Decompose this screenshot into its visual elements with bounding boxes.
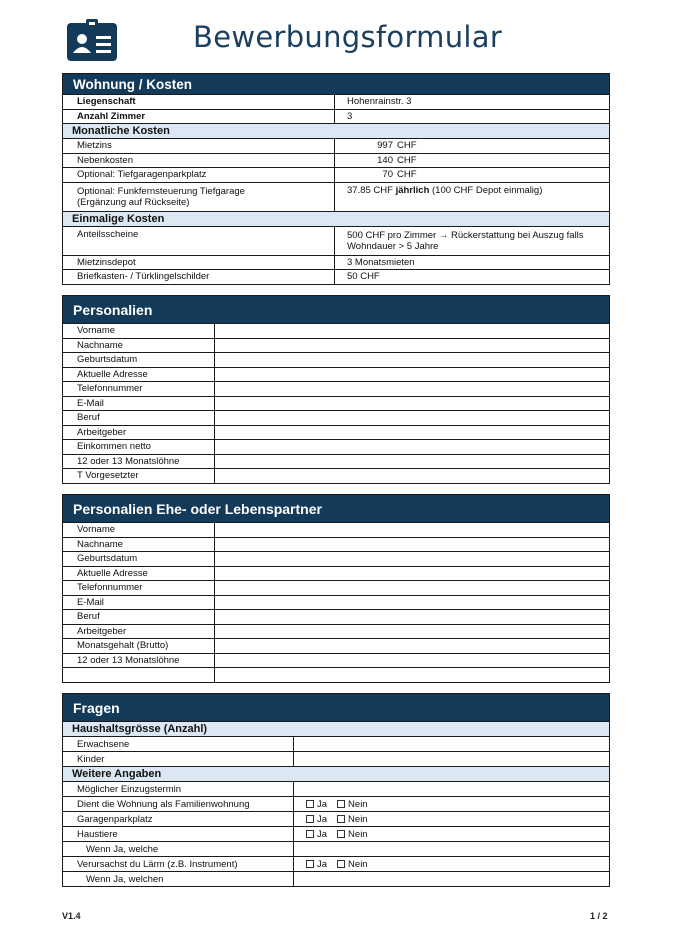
laerm-nein[interactable]: [337, 859, 368, 870]
familie-options: [294, 797, 609, 811]
subheading-einmalig: Einmalige Kosten: [63, 211, 609, 226]
subheading-haushalt: Haushaltsgrösse (Anzahl): [63, 721, 609, 736]
field-label: Telefonnummer: [63, 382, 215, 396]
haustiere-options: [294, 827, 609, 841]
nein-label: Nein: [348, 798, 368, 810]
form-row: [63, 566, 609, 581]
field-input[interactable]: [215, 339, 609, 353]
field-label: Vorname: [63, 523, 215, 537]
row-zimmer: [63, 109, 609, 124]
section-personalien: [62, 295, 610, 484]
laerm-ja[interactable]: [306, 859, 327, 870]
tiefgarage-amount: 70: [382, 169, 393, 181]
ja-label: Ja: [317, 798, 328, 810]
depot-value: 3 Monatsmieten: [347, 256, 415, 268]
subheading-monatlich: Monatliche Kosten: [63, 123, 609, 138]
checkbox-icon[interactable]: [337, 860, 345, 868]
row-einzug: [63, 781, 609, 796]
row-laerm: [63, 856, 609, 871]
familie-nein[interactable]: [337, 799, 368, 810]
form-row: [63, 609, 609, 624]
field-label: Geburtsdatum: [63, 353, 215, 367]
row-nebenkosten: [63, 153, 609, 168]
brief-label: Briefkasten- / Türklingelschilder: [63, 270, 335, 284]
mietzins-value: [335, 139, 609, 153]
garage-label: Garagenparkplatz: [63, 812, 294, 826]
field-input[interactable]: [215, 426, 609, 440]
field-input[interactable]: [215, 324, 609, 338]
form-row: [63, 410, 609, 425]
row-liegenschaft: [63, 94, 609, 109]
field-label: Telefonnummer: [63, 581, 215, 595]
field-input[interactable]: [215, 411, 609, 425]
mietzins-amount: 997: [377, 140, 393, 152]
form-row: [63, 352, 609, 367]
brief-value: 50 CHF: [347, 271, 380, 283]
funk-value: [335, 183, 609, 211]
liegenschaft-value: Hohenrainstr. 3: [347, 96, 412, 108]
section-heading: Personalien: [63, 296, 609, 323]
form-row: [63, 551, 609, 566]
form-row: [63, 667, 609, 682]
laerm-welche-label: Wenn Ja, welchen: [63, 872, 294, 886]
field-label: Aktuelle Adresse: [63, 368, 215, 382]
checkbox-icon[interactable]: [337, 800, 345, 808]
id-badge-icon: [67, 19, 117, 61]
row-haustiere-welche: [63, 841, 609, 856]
funk-label-line2: (Ergänzung auf Rückseite): [77, 196, 190, 208]
field-input[interactable]: [215, 639, 609, 653]
field-label: 12 oder 13 Monatslöhne: [63, 455, 215, 469]
nein-label: Nein: [348, 858, 368, 870]
haustiere-nein[interactable]: [337, 829, 368, 840]
row-briefkasten: [63, 269, 609, 284]
form-row: [63, 425, 609, 440]
field-input[interactable]: [215, 469, 609, 483]
liegenschaft-label: Liegenschaft: [63, 95, 335, 109]
field-label: Aktuelle Adresse: [63, 567, 215, 581]
field-label: Arbeitgeber: [63, 426, 215, 440]
row-familie: [63, 796, 609, 811]
form-row: [63, 396, 609, 411]
checkbox-icon[interactable]: [337, 815, 345, 823]
field-input[interactable]: [215, 581, 609, 595]
haustiere-ja[interactable]: [306, 829, 327, 840]
garage-nein[interactable]: [337, 814, 368, 825]
checkbox-icon[interactable]: [306, 830, 314, 838]
row-haustiere: [63, 826, 609, 841]
haustiere-welche-label: Wenn Ja, welche: [63, 842, 294, 856]
checkbox-icon[interactable]: [306, 860, 314, 868]
field-input[interactable]: [215, 397, 609, 411]
section-heading: Fragen: [63, 694, 609, 721]
field-label: [63, 668, 215, 682]
ja-label: Ja: [317, 858, 328, 870]
depot-label: Mietzinsdepot: [63, 256, 335, 270]
ja-label: Ja: [317, 828, 328, 840]
field-input[interactable]: [215, 382, 609, 396]
einzug-field[interactable]: [294, 782, 609, 796]
field-label: E-Mail: [63, 397, 215, 411]
page-number: 1 / 2: [590, 911, 608, 921]
row-kinder: [63, 751, 609, 766]
form-row: [63, 439, 609, 454]
form-row: [63, 454, 609, 469]
tiefgarage-value: [335, 168, 609, 182]
version-label: V1.4: [62, 911, 81, 921]
field-input[interactable]: [215, 567, 609, 581]
nebenkosten-value: [335, 154, 609, 168]
kinder-label: Kinder: [63, 752, 294, 766]
nebenkosten-amount: 140: [377, 154, 393, 166]
nein-label: Nein: [348, 813, 368, 825]
checkbox-icon[interactable]: [306, 815, 314, 823]
field-input[interactable]: [215, 538, 609, 552]
anteil-label: Anteilsscheine: [63, 227, 335, 255]
field-label: T Vorgesetzter: [63, 469, 215, 483]
section-heading: Personalien Ehe- oder Lebenspartner: [63, 495, 609, 522]
row-erwachsene: [63, 736, 609, 751]
field-input[interactable]: [215, 368, 609, 382]
section-fragen: [62, 693, 610, 887]
tiefgarage-label: Optional: Tiefgaragenparkplatz: [63, 168, 335, 182]
row-anteil: [63, 226, 609, 255]
form-row: [63, 468, 609, 483]
funk-value-bold: jährlich: [395, 184, 430, 196]
laerm-options: [294, 857, 609, 871]
field-input[interactable]: [215, 523, 609, 537]
row-garage: [63, 811, 609, 826]
tiefgarage-currency: CHF: [397, 169, 417, 181]
field-label: Nachname: [63, 538, 215, 552]
field-input[interactable]: [215, 455, 609, 469]
row-tiefgarage: [63, 167, 609, 182]
field-input[interactable]: [215, 654, 609, 668]
form-row: [63, 638, 609, 653]
field-label: Einkommen netto: [63, 440, 215, 454]
funk-label-line1: Optional: Funkfernsteuerung Tiefgarage: [77, 185, 245, 197]
field-label: Arbeitgeber: [63, 625, 215, 639]
field-input[interactable]: [215, 596, 609, 610]
checkbox-icon[interactable]: [337, 830, 345, 838]
laerm-welche-field[interactable]: [294, 872, 609, 886]
row-mietzins: [63, 138, 609, 153]
form-row: [63, 624, 609, 639]
field-label: E-Mail: [63, 596, 215, 610]
section-heading: Wohnung / Kosten: [63, 74, 609, 94]
form-row: [63, 580, 609, 595]
field-input[interactable]: [215, 552, 609, 566]
form-row: [63, 522, 609, 537]
garage-options: [294, 812, 609, 826]
form-row: [63, 381, 609, 396]
kinder-field[interactable]: [294, 752, 609, 766]
nebenkosten-currency: CHF: [397, 154, 417, 166]
form-row: [63, 537, 609, 552]
field-input[interactable]: [215, 440, 609, 454]
funk-label: [63, 183, 335, 211]
form-row: [63, 595, 609, 610]
field-input[interactable]: [215, 625, 609, 639]
section-partner: [62, 494, 610, 683]
laerm-label: Verursachst du Lärm (z.B. Instrument): [63, 857, 294, 871]
field-label: Nachname: [63, 339, 215, 353]
field-input[interactable]: [215, 668, 609, 682]
field-label: Geburtsdatum: [63, 552, 215, 566]
anteil-value: [335, 227, 609, 255]
anteil-value-line2: Wohndauer > 5 Jahre: [347, 240, 439, 252]
form-row: [63, 367, 609, 382]
funk-value-prefix: 37.85 CHF: [347, 184, 393, 196]
form-row: [63, 653, 609, 668]
ja-label: Ja: [317, 813, 328, 825]
einzug-label: Möglicher Einzugstermin: [63, 782, 294, 796]
garage-ja[interactable]: [306, 814, 327, 825]
anteil-value-line1: 500 CHF pro Zimmer → Rückerstattung bei Auszug falls: [347, 229, 584, 241]
row-funk: [63, 182, 609, 211]
checkbox-icon[interactable]: [306, 800, 314, 808]
field-input[interactable]: [215, 610, 609, 624]
field-label: Monatsgehalt (Brutto): [63, 639, 215, 653]
familie-ja[interactable]: [306, 799, 327, 810]
field-label: 12 oder 13 Monatslöhne: [63, 654, 215, 668]
field-input[interactable]: [215, 353, 609, 367]
erwachsene-label: Erwachsene: [63, 737, 294, 751]
haustiere-label: Haustiere: [63, 827, 294, 841]
zimmer-label: Anzahl Zimmer: [63, 110, 335, 124]
mietzins-currency: CHF: [397, 140, 417, 152]
form-row: [63, 338, 609, 353]
field-label: Beruf: [63, 610, 215, 624]
familie-label: Dient die Wohnung als Familienwohnung: [63, 797, 294, 811]
section-wohnung-kosten: [62, 73, 610, 285]
nebenkosten-label: Nebenkosten: [63, 154, 335, 168]
erwachsene-field[interactable]: [294, 737, 609, 751]
field-label: Beruf: [63, 411, 215, 425]
row-laerm-welche: [63, 871, 609, 886]
subheading-weitere: Weitere Angaben: [63, 766, 609, 781]
mietzins-label: Mietzins: [63, 139, 335, 153]
page-title: Bewerbungsformular: [193, 20, 503, 54]
row-depot: [63, 255, 609, 270]
zimmer-value: 3: [347, 110, 353, 122]
funk-value-suffix: (100 CHF Depot einmalig): [432, 184, 543, 196]
haustiere-welche-field[interactable]: [294, 842, 609, 856]
nein-label: Nein: [348, 828, 368, 840]
form-row: [63, 323, 609, 338]
field-label: Vorname: [63, 324, 215, 338]
